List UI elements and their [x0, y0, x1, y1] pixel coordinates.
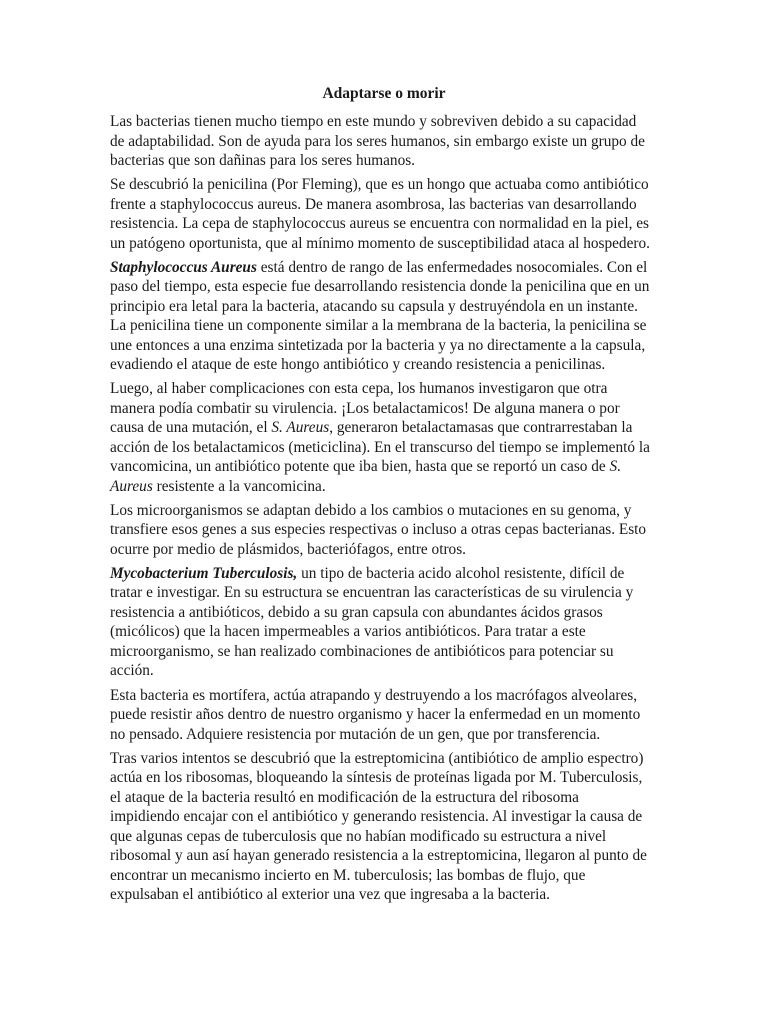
- text-line: Las bacterias tienen mucho tiempo en este mundo y sobreviven debido a su capacidad: [110, 113, 637, 130]
- text-line: ribosomal y aun así hayan generado resistencia a la estreptomicina, llegaron al punto de: [110, 847, 647, 865]
- text-segment: está dentro de rango de las enfermedades nosocomiales. Con el: [256, 258, 648, 276]
- text-line: [110, 418, 710, 438]
- text-segment: causa de una mutación, el: [110, 419, 272, 437]
- text-line: manera podía combatir su virulencia. ¡Los betalactamicos! De alguna manera o por: [110, 399, 620, 417]
- paragraph: [110, 686, 710, 745]
- text-line: Luego, al haber complicaciones con esta cepa, los humanos investigaron que otra: [110, 380, 608, 398]
- text-line: transfiere esos genes a sus especies respectivas o incluso a otras cepas bacterianas. Esto: [110, 521, 647, 539]
- paragraph: [110, 258, 710, 375]
- text-line: tratar e investigar. En su estructura se encuentran las características de su virulencia y: [110, 584, 634, 602]
- paragraph: [110, 175, 710, 253]
- text-line: puede resistir años dentro de nuestro organismo y hacer la enfermedad en un momento: [110, 706, 641, 724]
- text-line: expulsaban el antibiótico al exterior una vez que ingresaba a la bacteria.: [110, 886, 551, 904]
- text-line: un patógeno oportunista, que al mínimo momento de susceptibilidad ataca al hospedero.: [110, 234, 650, 252]
- text-line: resistencia a antibióticos, debido a su gran capsula con abundantes ácidos grasos: [110, 603, 603, 621]
- text-line: [110, 477, 710, 497]
- paragraph: [110, 379, 710, 496]
- text-line: Se descubrió la penicilina (Por Fleming), que es un hongo que actuaba como antibiótico: [110, 176, 649, 194]
- emphasized-term: Mycobacterium Tuberculosis,: [110, 564, 298, 582]
- text-line: impidiendo encajar con el antibiótico y generando resistencia. Al investigar la causa de: [110, 808, 643, 826]
- text-segment: un tipo de bacteria acido alcohol resistente, difícil de: [297, 564, 625, 582]
- text-line: paso del tiempo, esta especie fue desarrollando resistencia donde la penicilina que en un: [110, 278, 650, 296]
- text-line: no pensado. Adquiere resistencia por mutación de un gen, que por transferencia.: [110, 725, 601, 743]
- text-line: principio era letal para la bacteria, atacando su capsula y destruyéndola en un instante.: [110, 297, 638, 315]
- text-line: La penicilina tiene un componente similar a la membrana de la bacteria, la penicilina se: [110, 317, 647, 335]
- italic-term: S. Aureus: [271, 419, 330, 437]
- text-line: acción.: [110, 662, 154, 680]
- text-line: evadiendo el ataque de este hongo antibiótico y creando resistencia a penicilinas.: [110, 356, 606, 374]
- document-body: [110, 112, 710, 909]
- paragraph: [110, 501, 710, 560]
- text-line: Esta bacteria es mortífera, actúa atrapando y destruyendo a los macrófagos alveolares,: [110, 686, 638, 704]
- text-line: de adaptabilidad. Son de ayuda para los seres humanos, sin embargo existe un grupo de: [110, 132, 645, 150]
- text-line: resistencia. La cepa de staphylococcus aureus se encuentra con normalidad en la piel, es: [110, 215, 649, 233]
- text-line: [110, 564, 710, 584]
- text-line: [110, 258, 710, 278]
- text-line: bacterias que son dañinas para los seres humanos.: [110, 152, 415, 169]
- paragraph: [110, 112, 710, 171]
- text-segment: , generaron betalactamasas que contrarrestaban la: [329, 419, 633, 437]
- emphasized-term: Staphylococcus Aureus: [110, 258, 257, 276]
- text-line: ocurre por medio de plásmidos, bacteriófagos, entre otros.: [110, 540, 466, 558]
- text-line: une entonces a una enzima sintetizada por la bacteria y ya no directamente a la capsula,: [110, 336, 646, 354]
- document-title: Adaptarse o morir: [322, 85, 446, 102]
- text-segment: resistente a la vancomicina.: [152, 477, 326, 495]
- text-line: actúa en los ribosomas, bloqueando la síntesis de proteínas ligada por M. Tuberculosis,: [110, 769, 643, 787]
- italic-term: Aureus: [110, 477, 153, 495]
- text-line: [110, 457, 710, 477]
- text-line: Los microorganismos se adaptan debido a los cambios o mutaciones en su genoma, y: [110, 501, 632, 519]
- text-line: frente a staphylococcus aureus. De manera asombrosa, las bacterias van desarrollando: [110, 195, 637, 213]
- paragraph: [110, 564, 710, 681]
- text-line: (micólicos) que la hacen impermeables a varios antibióticos. Para tratar a este: [110, 623, 586, 641]
- text-line: el ataque de la bacteria resultó en modificación de la estructura del ribosoma: [110, 788, 579, 806]
- text-line: acción de los betalactamicos (meticiclina). En el transcurso del tiempo se implementó la: [110, 438, 650, 456]
- text-line: Tras varios intentos se descubrió que la estreptomicina (antibiótico de amplio espectro): [110, 749, 644, 767]
- text-line: encontrar un mecanismo incierto en M. tuberculosis; las bombas de flujo, que: [110, 866, 586, 884]
- text-segment: vancomicina, un antibiótico potente que iba bien, hasta que se reportó un caso de: [110, 458, 610, 476]
- paragraph: [110, 749, 710, 905]
- text-line: que algunas cepas de tuberculosis que no habían modificado su estructura a nivel: [110, 827, 607, 845]
- italic-term: S.: [609, 458, 622, 476]
- text-line: microorganismo, se han realizado combinaciones de antibióticos para potenciar su: [110, 642, 614, 660]
